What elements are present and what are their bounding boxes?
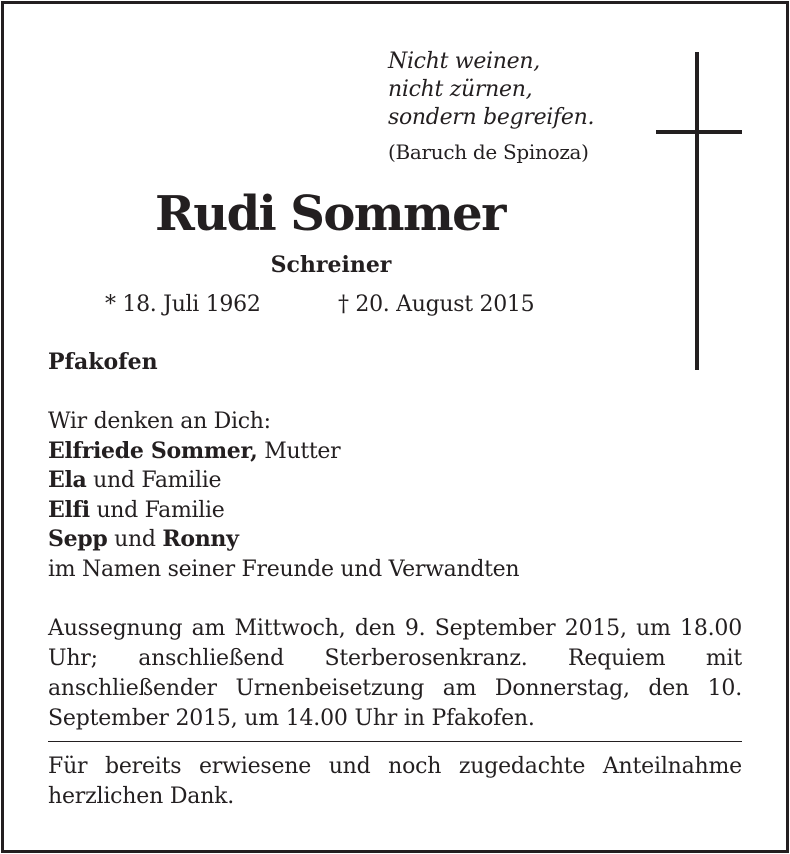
- mourner-relation: und Familie: [89, 497, 225, 523]
- mourner-relation: und Familie: [86, 468, 222, 494]
- mourner-relation: Mutter: [257, 438, 341, 464]
- quote-source: (Baruch de Spinoza): [388, 140, 589, 164]
- mourner-name: Elfriede Sommer,: [48, 437, 258, 464]
- death-date: † 20. August 2015: [338, 292, 535, 317]
- mourner-name: Elfi: [48, 496, 90, 523]
- mourners-intro: Wir denken an Dich:: [48, 409, 271, 434]
- quote-line: nicht zürnen,: [388, 77, 533, 102]
- mourners-list: [48, 407, 519, 585]
- thanks-note: Für bereits erwiesene und noch zugedachte Anteilnahme herzlichen Dank.: [48, 754, 742, 809]
- cross-horizontal-bar: [656, 130, 742, 134]
- deceased-name: Rudi Sommer: [155, 186, 505, 242]
- mourner-connector: und: [107, 527, 163, 553]
- mourner-name: Sepp: [48, 526, 108, 553]
- service-details: Aussegnung am Mittwoch, den 9. September 2015, um 18.00 Uhr; anschließend Sterberosenkranz. Requiem mit anschließender Urnenbeisetzung am Donnerstag, den 10. September 2015, um 14.00 Uhr in Pfakofen.: [48, 616, 742, 731]
- place-name: Pfakofen: [48, 349, 158, 375]
- mourner-line: [48, 437, 519, 467]
- mourner-name: Ela: [48, 467, 87, 494]
- mourner-name: Ronny: [162, 526, 239, 553]
- quote: [388, 48, 594, 132]
- quote-line: sondern begreifen.: [388, 105, 595, 130]
- birth-date: * 18. Juli 1962: [105, 292, 261, 317]
- divider: [48, 741, 742, 742]
- mourner-line: [48, 525, 519, 555]
- cross-vertical-bar: [695, 52, 699, 370]
- quote-line: Nicht weinen,: [388, 49, 540, 74]
- mourners-closing: im Namen seiner Freunde und Verwandten: [48, 556, 520, 582]
- mourner-line: [48, 466, 519, 496]
- deceased-occupation: Schreiner: [270, 252, 392, 278]
- mourner-line: [48, 496, 519, 526]
